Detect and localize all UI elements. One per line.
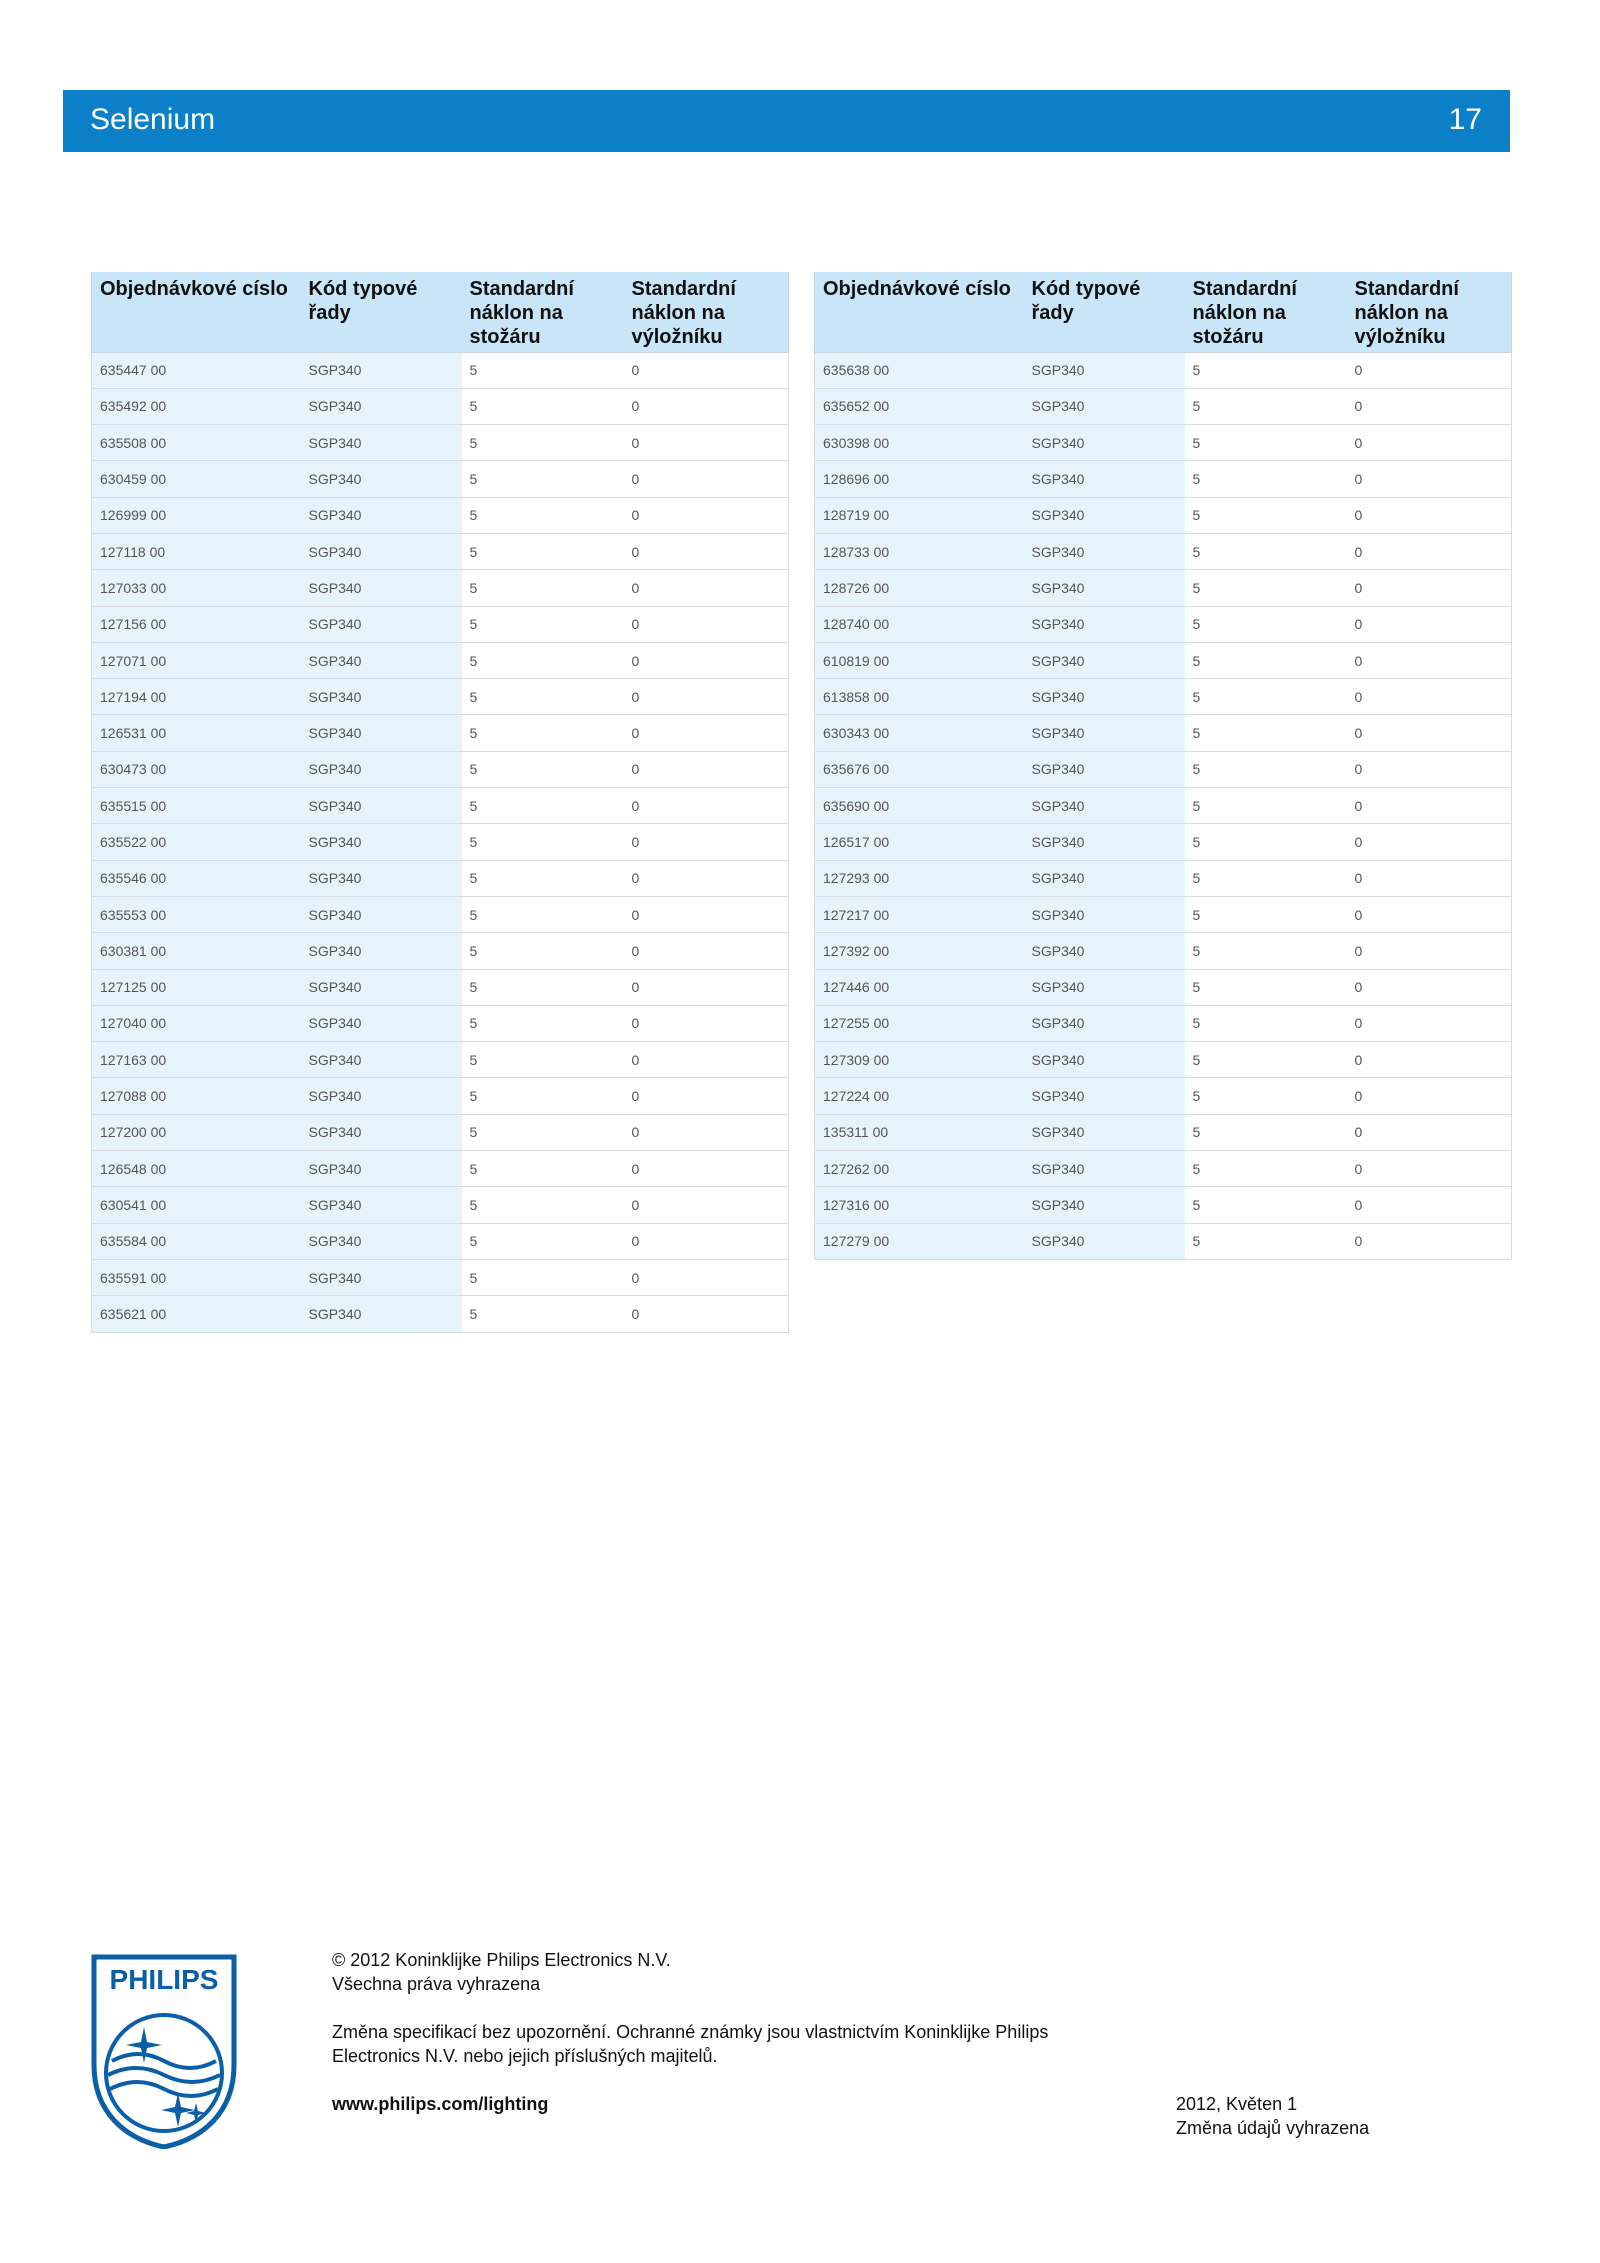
order-number-cell: 127040 00 [92, 1005, 301, 1041]
order-number-cell: 127163 00 [92, 1042, 301, 1078]
order-number-cell: 635492 00 [92, 388, 301, 424]
type-code-cell: SGP340 [301, 352, 462, 388]
order-number-cell: 635621 00 [92, 1296, 301, 1332]
table-row [815, 1114, 1512, 1150]
type-code-cell: SGP340 [301, 1296, 462, 1332]
table-row [815, 1078, 1512, 1114]
footer-date: 2012, Květen 1 [1176, 2094, 1298, 2114]
order-number-cell: 613858 00 [815, 679, 1024, 715]
header-bracket-tilt: Standardní náklon na výložníku [624, 272, 789, 352]
type-code-cell: SGP340 [301, 1078, 462, 1114]
type-code-cell: SGP340 [301, 497, 462, 533]
mast-tilt-cell: 5 [462, 1005, 624, 1041]
table-row [92, 1114, 789, 1150]
bracket-tilt-cell: 0 [624, 1223, 789, 1259]
order-number-cell: 127446 00 [815, 969, 1024, 1005]
type-code-cell: SGP340 [301, 1151, 462, 1187]
type-code-cell: SGP340 [301, 570, 462, 606]
bracket-tilt-cell: 0 [624, 388, 789, 424]
table-row [92, 969, 789, 1005]
order-number-cell: 127392 00 [815, 933, 1024, 969]
mast-tilt-cell: 5 [1185, 824, 1347, 860]
table-row [815, 1223, 1512, 1259]
mast-tilt-cell: 5 [1185, 860, 1347, 896]
order-number-cell: 127309 00 [815, 1042, 1024, 1078]
type-code-cell: SGP340 [301, 1005, 462, 1041]
type-code-cell: SGP340 [1024, 751, 1185, 787]
philips-logo [90, 1953, 238, 2149]
order-number-cell: 135311 00 [815, 1114, 1024, 1150]
order-number-cell: 127279 00 [815, 1223, 1024, 1259]
header-type-code: Kód typové řady [1024, 272, 1185, 352]
bracket-tilt-cell: 0 [624, 497, 789, 533]
bracket-tilt-cell: 0 [624, 606, 789, 642]
table-row [92, 570, 789, 606]
bracket-tilt-cell: 0 [624, 788, 789, 824]
mast-tilt-cell: 5 [462, 860, 624, 896]
mast-tilt-cell: 5 [462, 1078, 624, 1114]
type-code-cell: SGP340 [1024, 933, 1185, 969]
order-number-cell: 127194 00 [92, 679, 301, 715]
table-row [92, 896, 789, 932]
order-number-cell: 630381 00 [92, 933, 301, 969]
mast-tilt-cell: 5 [462, 896, 624, 932]
type-code-cell: SGP340 [1024, 461, 1185, 497]
type-code-cell: SGP340 [1024, 715, 1185, 751]
bracket-tilt-cell: 0 [1347, 896, 1512, 932]
bracket-tilt-cell: 0 [1347, 1187, 1512, 1223]
mast-tilt-cell: 5 [1185, 352, 1347, 388]
order-number-cell: 635522 00 [92, 824, 301, 860]
table-row [92, 933, 789, 969]
table-row [815, 425, 1512, 461]
order-number-cell: 126517 00 [815, 824, 1024, 860]
footer-date-block [1176, 2092, 1369, 2140]
bracket-tilt-cell: 0 [624, 824, 789, 860]
mast-tilt-cell: 5 [1185, 388, 1347, 424]
type-code-cell: SGP340 [301, 896, 462, 932]
order-number-cell: 127071 00 [92, 642, 301, 678]
bracket-tilt-cell: 0 [624, 1187, 789, 1223]
table-row [92, 388, 789, 424]
type-code-cell: SGP340 [301, 606, 462, 642]
order-number-cell: 127088 00 [92, 1078, 301, 1114]
type-code-cell: SGP340 [301, 860, 462, 896]
footer-notice-line1: Změna specifikací bez upozornění. Ochranné známky jsou vlastnictvím Koninklijke Philips [332, 2022, 1049, 2042]
table-row [92, 352, 789, 388]
order-number-cell: 630541 00 [92, 1187, 301, 1223]
table-row [92, 751, 789, 787]
footer-legal [332, 1948, 1112, 2116]
mast-tilt-cell: 5 [462, 425, 624, 461]
mast-tilt-cell: 5 [1185, 497, 1347, 533]
table-row [815, 1005, 1512, 1041]
product-table-left [91, 272, 789, 1333]
order-number-cell: 127262 00 [815, 1151, 1024, 1187]
mast-tilt-cell: 5 [1185, 1005, 1347, 1041]
type-code-cell: SGP340 [1024, 1005, 1185, 1041]
order-number-cell: 630459 00 [92, 461, 301, 497]
table-header-row [815, 272, 1512, 352]
type-code-cell: SGP340 [301, 824, 462, 860]
mast-tilt-cell: 5 [1185, 570, 1347, 606]
bracket-tilt-cell: 0 [1347, 425, 1512, 461]
table-row [92, 1151, 789, 1187]
mast-tilt-cell: 5 [1185, 896, 1347, 932]
order-number-cell: 127255 00 [815, 1005, 1024, 1041]
bracket-tilt-cell: 0 [624, 570, 789, 606]
header-mast-tilt: Standardní náklon na stožáru [462, 272, 624, 352]
bracket-tilt-cell: 0 [1347, 1042, 1512, 1078]
mast-tilt-cell: 5 [1185, 533, 1347, 569]
order-number-cell: 127217 00 [815, 896, 1024, 932]
footer-rights: Všechna práva vyhrazena [332, 1974, 541, 1994]
mast-tilt-cell: 5 [462, 1114, 624, 1150]
mast-tilt-cell: 5 [1185, 933, 1347, 969]
order-number-cell: 635652 00 [815, 388, 1024, 424]
bracket-tilt-cell: 0 [624, 933, 789, 969]
mast-tilt-cell: 5 [1185, 751, 1347, 787]
bracket-tilt-cell: 0 [624, 1296, 789, 1332]
logo-wordmark: PHILIPS [109, 1964, 219, 1995]
type-code-cell: SGP340 [301, 788, 462, 824]
bracket-tilt-cell: 0 [1347, 679, 1512, 715]
bracket-tilt-cell: 0 [624, 1005, 789, 1041]
order-number-cell: 635553 00 [92, 896, 301, 932]
type-code-cell: SGP340 [301, 1223, 462, 1259]
mast-tilt-cell: 5 [1185, 1042, 1347, 1078]
table-row [815, 570, 1512, 606]
bracket-tilt-cell: 0 [1347, 388, 1512, 424]
order-number-cell: 126548 00 [92, 1151, 301, 1187]
bracket-tilt-cell: 0 [624, 1151, 789, 1187]
table-row [92, 788, 789, 824]
type-code-cell: SGP340 [1024, 1114, 1185, 1150]
order-number-cell: 126999 00 [92, 497, 301, 533]
table-row [92, 1042, 789, 1078]
type-code-cell: SGP340 [1024, 425, 1185, 461]
type-code-cell: SGP340 [301, 1114, 462, 1150]
mast-tilt-cell: 5 [462, 969, 624, 1005]
table-header-row [92, 272, 789, 352]
order-number-cell: 610819 00 [815, 642, 1024, 678]
mast-tilt-cell: 5 [462, 679, 624, 715]
mast-tilt-cell: 5 [462, 570, 624, 606]
table-row [815, 388, 1512, 424]
type-code-cell: SGP340 [1024, 570, 1185, 606]
order-number-cell: 128726 00 [815, 570, 1024, 606]
mast-tilt-cell: 5 [462, 642, 624, 678]
mast-tilt-cell: 5 [1185, 1151, 1347, 1187]
product-table-right [814, 272, 1512, 1260]
order-number-cell: 635447 00 [92, 352, 301, 388]
bracket-tilt-cell: 0 [1347, 570, 1512, 606]
mast-tilt-cell: 5 [462, 606, 624, 642]
type-code-cell: SGP340 [301, 969, 462, 1005]
type-code-cell: SGP340 [1024, 1078, 1185, 1114]
order-number-cell: 635546 00 [92, 860, 301, 896]
bracket-tilt-cell: 0 [1347, 751, 1512, 787]
type-code-cell: SGP340 [1024, 896, 1185, 932]
type-code-cell: SGP340 [1024, 533, 1185, 569]
mast-tilt-cell: 5 [462, 824, 624, 860]
table-row [815, 933, 1512, 969]
bracket-tilt-cell: 0 [1347, 642, 1512, 678]
mast-tilt-cell: 5 [1185, 461, 1347, 497]
mast-tilt-cell: 5 [462, 1296, 624, 1332]
header-order-number: Objednávkové císlo [815, 272, 1024, 352]
order-number-cell: 127316 00 [815, 1187, 1024, 1223]
table-row [92, 860, 789, 896]
bracket-tilt-cell: 0 [624, 1042, 789, 1078]
type-code-cell: SGP340 [1024, 824, 1185, 860]
order-number-cell: 635584 00 [92, 1223, 301, 1259]
bracket-tilt-cell: 0 [1347, 1114, 1512, 1150]
bracket-tilt-cell: 0 [624, 896, 789, 932]
table-row [92, 1078, 789, 1114]
mast-tilt-cell: 5 [1185, 425, 1347, 461]
table-row [92, 1187, 789, 1223]
mast-tilt-cell: 5 [1185, 1114, 1347, 1150]
bracket-tilt-cell: 0 [624, 425, 789, 461]
type-code-cell: SGP340 [301, 461, 462, 497]
bracket-tilt-cell: 0 [624, 1259, 789, 1295]
order-number-cell: 127033 00 [92, 570, 301, 606]
mast-tilt-cell: 5 [1185, 606, 1347, 642]
type-code-cell: SGP340 [301, 1042, 462, 1078]
bracket-tilt-cell: 0 [1347, 824, 1512, 860]
bracket-tilt-cell: 0 [1347, 969, 1512, 1005]
order-number-cell: 635508 00 [92, 425, 301, 461]
bracket-tilt-cell: 0 [1347, 933, 1512, 969]
bracket-tilt-cell: 0 [1347, 1151, 1512, 1187]
table-row [92, 715, 789, 751]
mast-tilt-cell: 5 [1185, 969, 1347, 1005]
mast-tilt-cell: 5 [1185, 788, 1347, 824]
table-row [815, 533, 1512, 569]
table-row [815, 860, 1512, 896]
type-code-cell: SGP340 [1024, 1151, 1185, 1187]
type-code-cell: SGP340 [301, 933, 462, 969]
order-number-cell: 127156 00 [92, 606, 301, 642]
bracket-tilt-cell: 0 [1347, 715, 1512, 751]
order-number-cell: 127224 00 [815, 1078, 1024, 1114]
type-code-cell: SGP340 [1024, 388, 1185, 424]
footer-notice-line2: Electronics N.V. nebo jejich příslušných majitelů. [332, 2046, 718, 2066]
type-code-cell: SGP340 [1024, 642, 1185, 678]
mast-tilt-cell: 5 [462, 715, 624, 751]
order-number-cell: 630343 00 [815, 715, 1024, 751]
table-row [92, 1259, 789, 1295]
table-row [815, 715, 1512, 751]
mast-tilt-cell: 5 [462, 388, 624, 424]
footer-url-link[interactable]: www.philips.com/lighting [332, 2094, 549, 2114]
mast-tilt-cell: 5 [1185, 1187, 1347, 1223]
mast-tilt-cell: 5 [462, 533, 624, 569]
mast-tilt-cell: 5 [1185, 642, 1347, 678]
order-number-cell: 635690 00 [815, 788, 1024, 824]
page-title: Selenium [90, 103, 216, 136]
table-row [815, 896, 1512, 932]
bracket-tilt-cell: 0 [624, 715, 789, 751]
bracket-tilt-cell: 0 [1347, 788, 1512, 824]
mast-tilt-cell: 5 [462, 1151, 624, 1187]
type-code-cell: SGP340 [301, 1187, 462, 1223]
type-code-cell: SGP340 [301, 425, 462, 461]
table-row [815, 497, 1512, 533]
header-order-number: Objednávkové císlo [92, 272, 301, 352]
mast-tilt-cell: 5 [462, 497, 624, 533]
table-row [815, 788, 1512, 824]
order-number-cell: 128733 00 [815, 533, 1024, 569]
bracket-tilt-cell: 0 [624, 642, 789, 678]
type-code-cell: SGP340 [1024, 606, 1185, 642]
type-code-cell: SGP340 [301, 642, 462, 678]
type-code-cell: SGP340 [1024, 497, 1185, 533]
footer-copyright: © 2012 Koninklijke Philips Electronics N.V. [332, 1950, 671, 1970]
type-code-cell: SGP340 [301, 388, 462, 424]
table-row [92, 1005, 789, 1041]
mast-tilt-cell: 5 [462, 1223, 624, 1259]
order-number-cell: 128740 00 [815, 606, 1024, 642]
mast-tilt-cell: 5 [462, 1187, 624, 1223]
bracket-tilt-cell: 0 [1347, 533, 1512, 569]
bracket-tilt-cell: 0 [1347, 606, 1512, 642]
order-number-cell: 630398 00 [815, 425, 1024, 461]
order-number-cell: 127118 00 [92, 533, 301, 569]
bracket-tilt-cell: 0 [624, 1078, 789, 1114]
order-number-cell: 126531 00 [92, 715, 301, 751]
type-code-cell: SGP340 [1024, 679, 1185, 715]
table-row [92, 533, 789, 569]
type-code-cell: SGP340 [1024, 788, 1185, 824]
type-code-cell: SGP340 [301, 679, 462, 715]
type-code-cell: SGP340 [301, 533, 462, 569]
table-row [92, 497, 789, 533]
mast-tilt-cell: 5 [462, 933, 624, 969]
table-row [92, 679, 789, 715]
bracket-tilt-cell: 0 [1347, 461, 1512, 497]
table-row [815, 461, 1512, 497]
mast-tilt-cell: 5 [1185, 1223, 1347, 1259]
order-number-cell: 127200 00 [92, 1114, 301, 1150]
type-code-cell: SGP340 [1024, 1223, 1185, 1259]
bracket-tilt-cell: 0 [624, 352, 789, 388]
bracket-tilt-cell: 0 [1347, 1005, 1512, 1041]
type-code-cell: SGP340 [1024, 1187, 1185, 1223]
order-number-cell: 630473 00 [92, 751, 301, 787]
table-row [92, 425, 789, 461]
order-number-cell: 128696 00 [815, 461, 1024, 497]
mast-tilt-cell: 5 [1185, 679, 1347, 715]
table-row [92, 824, 789, 860]
order-number-cell: 128719 00 [815, 497, 1024, 533]
bracket-tilt-cell: 0 [624, 1114, 789, 1150]
header-mast-tilt: Standardní náklon na stožáru [1185, 272, 1347, 352]
order-number-cell: 635591 00 [92, 1259, 301, 1295]
mast-tilt-cell: 5 [1185, 715, 1347, 751]
table-row [92, 642, 789, 678]
bracket-tilt-cell: 0 [1347, 1078, 1512, 1114]
type-code-cell: SGP340 [1024, 1042, 1185, 1078]
table-row [815, 642, 1512, 678]
bracket-tilt-cell: 0 [624, 533, 789, 569]
table-row [815, 969, 1512, 1005]
type-code-cell: SGP340 [1024, 352, 1185, 388]
table-row [815, 352, 1512, 388]
table-row [92, 461, 789, 497]
bracket-tilt-cell: 0 [1347, 497, 1512, 533]
bracket-tilt-cell: 0 [1347, 352, 1512, 388]
order-number-cell: 127125 00 [92, 969, 301, 1005]
mast-tilt-cell: 5 [462, 788, 624, 824]
order-number-cell: 635515 00 [92, 788, 301, 824]
table-row [92, 1223, 789, 1259]
table-row [815, 751, 1512, 787]
footer-change-note: Změna údajů vyhrazena [1176, 2118, 1370, 2138]
mast-tilt-cell: 5 [462, 1259, 624, 1295]
table-row [815, 679, 1512, 715]
header-bracket-tilt: Standardní náklon na výložníku [1347, 272, 1512, 352]
bracket-tilt-cell: 0 [624, 679, 789, 715]
table-row [92, 1296, 789, 1332]
type-code-cell: SGP340 [301, 715, 462, 751]
mast-tilt-cell: 5 [462, 461, 624, 497]
page-header-bar [63, 90, 1510, 152]
bracket-tilt-cell: 0 [624, 461, 789, 497]
table-row [815, 1042, 1512, 1078]
bracket-tilt-cell: 0 [1347, 860, 1512, 896]
type-code-cell: SGP340 [1024, 969, 1185, 1005]
table-row [815, 1151, 1512, 1187]
order-number-cell: 635638 00 [815, 352, 1024, 388]
table-row [92, 606, 789, 642]
table-row [815, 824, 1512, 860]
mast-tilt-cell: 5 [462, 751, 624, 787]
mast-tilt-cell: 5 [1185, 1078, 1347, 1114]
type-code-cell: SGP340 [1024, 860, 1185, 896]
table-row [815, 1187, 1512, 1223]
type-code-cell: SGP340 [301, 751, 462, 787]
mast-tilt-cell: 5 [462, 1042, 624, 1078]
bracket-tilt-cell: 0 [624, 969, 789, 1005]
bracket-tilt-cell: 0 [624, 860, 789, 896]
bracket-tilt-cell: 0 [624, 751, 789, 787]
page-number: 17 [1448, 103, 1482, 136]
type-code-cell: SGP340 [301, 1259, 462, 1295]
mast-tilt-cell: 5 [462, 352, 624, 388]
order-number-cell: 635676 00 [815, 751, 1024, 787]
bracket-tilt-cell: 0 [1347, 1223, 1512, 1259]
order-number-cell: 127293 00 [815, 860, 1024, 896]
table-row [815, 606, 1512, 642]
philips-shield-icon [90, 1953, 238, 2149]
header-type-code: Kód typové řady [301, 272, 462, 352]
